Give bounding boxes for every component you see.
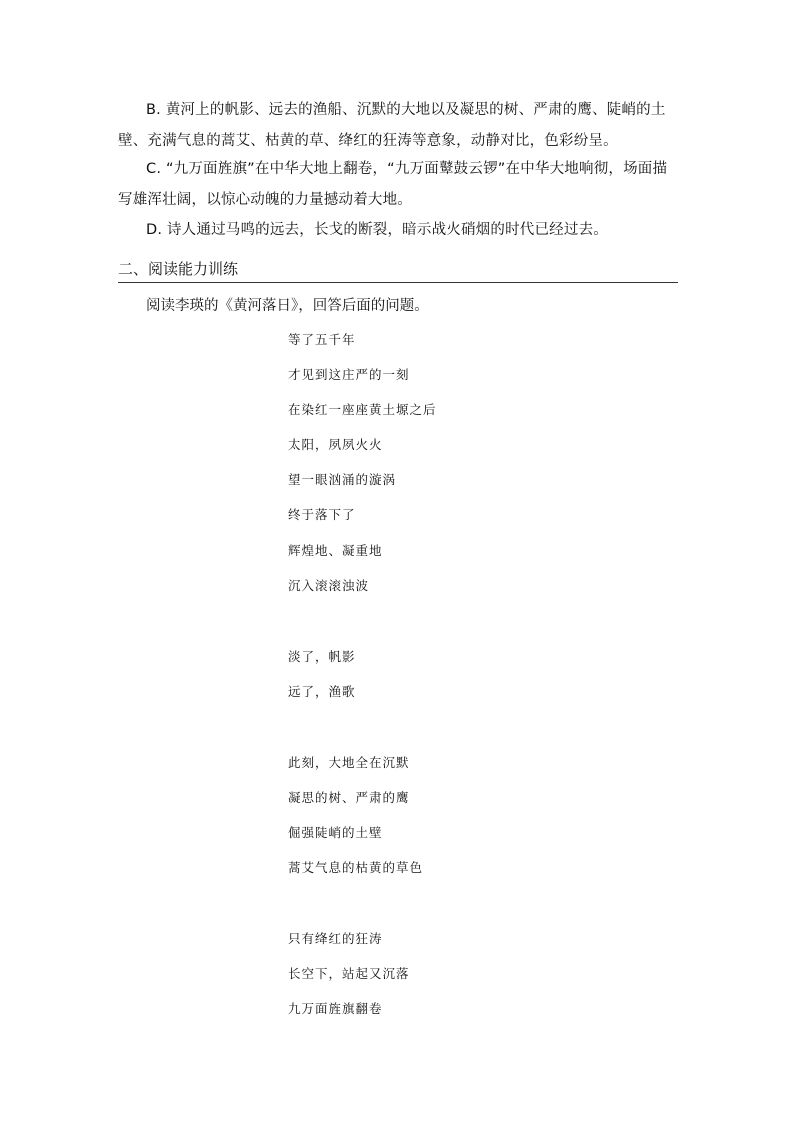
poem-line: 倔强陡峭的土壁 — [288, 825, 383, 840]
poem-line: 淡了，帆影 — [288, 649, 356, 664]
poem-line: 蒿艾气息的枯黄的草色 — [288, 860, 424, 875]
poem-line: 此刻，大地全在沉默 — [288, 755, 410, 770]
poem-line: 九万面旌旗翻卷 — [288, 1001, 383, 1016]
option-b: B. 黄河上的帆影、远去的渔船、沉默的大地以及凝思的树、严肃的鹰、陡峭的土壁、充满气息的蒿艾、枯黄的草、绛红的狂涛等意象，动静对比，色彩纷呈。 — [118, 102, 666, 149]
option-d: D. 诗人通过马鸣的远去，长戈的断裂，暗示战火硝烟的时代已经过去。 — [146, 222, 608, 238]
section-heading: 二、阅读能力训练 — [118, 258, 678, 283]
poem-line: 太阳，夙夙火火 — [288, 437, 383, 452]
poem-line: 长空下，站起又沉落 — [288, 966, 410, 981]
poem-line: 望一眼汹涌的漩涡 — [288, 472, 397, 487]
poem-line: 沉入滚滚浊波 — [288, 578, 370, 593]
poem-line: 在染红一座座黄土塬之后 — [288, 402, 437, 417]
reading-intro: 阅读李瑛的《黄河落日》，回答后面的问题。 — [146, 298, 429, 314]
option-c: C. “九万面旌旗”在中华大地上翻卷，“九万面鼙鼓云锣”在中华大地响彻，场面描写雄浑壮阔，以惊心动魄的力量撼动着大地。 — [118, 161, 668, 208]
poem-line: 辉煌地、凝重地 — [288, 543, 383, 558]
poem-line: 等了五千年 — [288, 332, 356, 347]
poem-line: 终于落下了 — [288, 507, 356, 522]
poem-line: 凝思的树、严肃的鹰 — [288, 790, 410, 805]
poem-line: 只有绛红的狂涛 — [288, 931, 383, 946]
poem-line: 才见到这庄严的一刻 — [288, 367, 410, 382]
poem-line: 远了，渔歌 — [288, 684, 356, 699]
